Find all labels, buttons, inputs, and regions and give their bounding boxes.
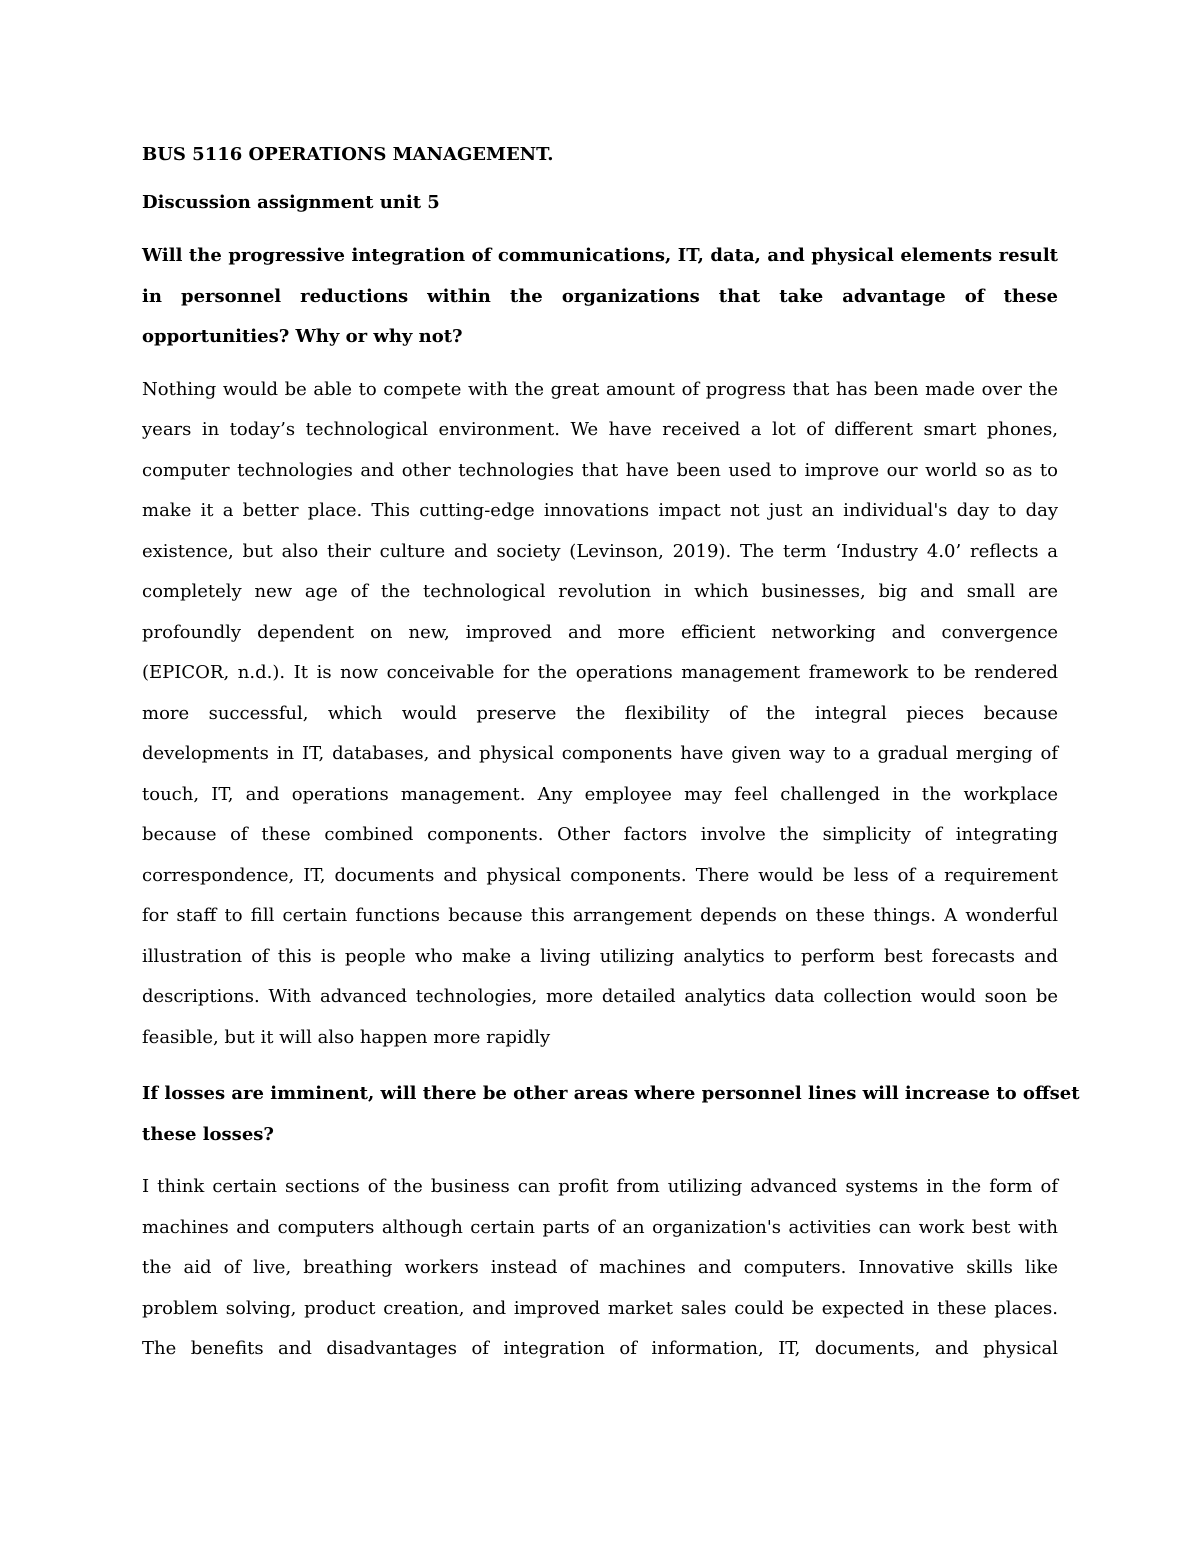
question-1 [142, 236, 1058, 358]
question-1-line: in personnel reductions within the organizations that take advantage of these [142, 285, 1058, 307]
answer-1-line: because of these combined components. Other factors involve the simplicity of integrating [142, 824, 1058, 845]
document-title: BUS 5116 OPERATIONS MANAGEMENT. [142, 144, 554, 165]
answer-2-line: the aid of live, breathing workers instead of machines and computers. Innovative skills like [142, 1257, 1058, 1278]
question-2 [142, 1074, 1080, 1155]
answer-2 [142, 1167, 1058, 1370]
answer-1-line: (EPICOR, n.d.). It is now conceivable for the operations management framework to be rendered [142, 662, 1058, 683]
answer-2-line: I think certain sections of the business can profit from utilizing advanced systems in the form of [142, 1176, 1058, 1197]
question-1-line: opportunities? Why or why not? [142, 326, 463, 347]
answer-1-line: correspondence, IT, documents and physical components. There would be less of a requirement [142, 864, 1058, 886]
question-1-line: Will the progressive integration of communications, IT, data, and physical elements result [142, 245, 1058, 266]
answer-1-line: illustration of this is people who make a living utilizing analytics to perform best forecasts and [142, 945, 1058, 967]
answer-2-line: machines and computers although certain parts of an organization's activities can work best with [142, 1216, 1058, 1238]
answer-1-line: completely new age of the technological revolution in which businesses, big and small are [142, 581, 1058, 602]
answer-1-line: make it a better place. This cutting-edge innovations impact not just an individual's day to day [142, 500, 1058, 521]
answer-1-line: touch, IT, and operations management. Any employee may feel challenged in the workplace [142, 783, 1058, 805]
document-content [142, 140, 1080, 1386]
answer-1-line: Nothing would be able to compete with the great amount of progress that has been made over the [142, 378, 1058, 400]
question-2-line: If losses are imminent, will there be other areas where personnel lines will increase to offset [142, 1083, 1080, 1104]
answer-1-line: developments in IT, databases, and physical components have given way to a gradual merging of [142, 743, 1058, 764]
answer-1-line: years in today’s technological environment. We have received a lot of different smart phones, [142, 419, 1058, 440]
answer-1-line: profoundly dependent on new, improved and more efficient networking and convergence [142, 621, 1058, 643]
answer-1-line: computer technologies and other technologies that have been used to improve our world so as to [142, 459, 1058, 481]
answer-1-line: feasible, but it will also happen more rapidly [142, 1026, 551, 1048]
answer-2-line: The benefits and disadvantages of integration of information, IT, documents, and physical [142, 1338, 1058, 1359]
document-subtitle: Discussion assignment unit 5 [142, 192, 440, 213]
answer-1-line: for staff to fill certain functions because this arrangement depends on these things. A wonderful [142, 905, 1058, 926]
answer-1 [142, 370, 1058, 1059]
question-2-line: these losses? [142, 1123, 274, 1145]
answer-1-line: existence, but also their culture and society (Levinson, 2019). The term ‘Industry 4.0’ reflects a [142, 540, 1058, 562]
answer-1-line: more successful, which would preserve the flexibility of the integral pieces because [142, 702, 1058, 724]
answer-2-line: problem solving, product creation, and improved market sales could be expected in these places. [142, 1297, 1058, 1319]
answer-1-line: descriptions. With advanced technologies, more detailed analytics data collection would soon be [142, 986, 1058, 1007]
